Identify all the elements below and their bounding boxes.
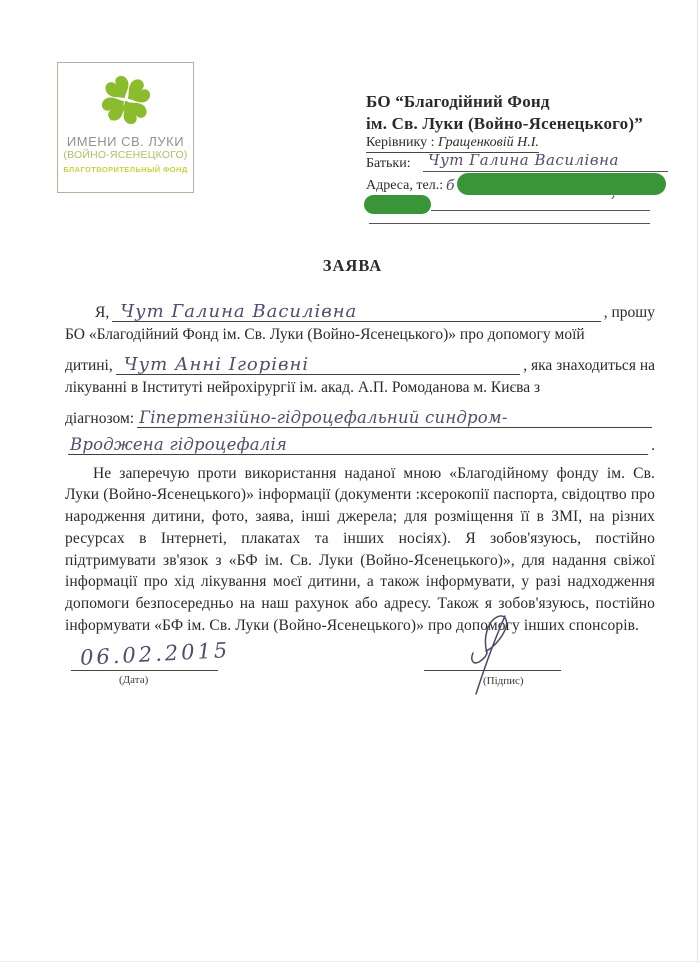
parents-label: Батьки: [366, 156, 411, 171]
applicant-line-tail: , прошу [603, 303, 655, 321]
child-label: дитині, [65, 356, 113, 374]
applicant-line-lead: Я, [95, 303, 110, 321]
applicant-line [65, 295, 655, 322]
diagnosis-blank-2 [68, 434, 648, 455]
address-underline-3 [369, 223, 650, 224]
application-opening [65, 295, 655, 455]
address-underline-2 [431, 210, 650, 211]
recipient-name: Гращенковій Н.І. [438, 135, 539, 150]
org-name-line1: БО “Благодійний Фонд [366, 92, 550, 111]
diagnosis-handwriting-2: Вроджена гідроцефалія [70, 434, 288, 454]
child-line [65, 348, 655, 375]
date-caption: (Дата) [119, 674, 149, 686]
diagnosis-handwriting-1: Гіпертензійно-гідроцефальний синдром- [139, 407, 508, 427]
parents-handwriting: Чут Галина Василівна [428, 151, 619, 169]
signature-underline [424, 670, 561, 671]
clover-icon [96, 68, 156, 132]
date-underline [71, 670, 218, 671]
diagnosis-period: . [651, 436, 655, 454]
logo-sub-line: (ВОЙНО-ЯСЕНЕЦКОГО) [63, 149, 188, 161]
page-title: ЗАЯВА [322, 256, 383, 275]
applicant-name-blank [112, 301, 601, 322]
child-line-tail: , яка знаходиться на [523, 356, 655, 374]
logo-foot-line: БЛАГОТВОРИТЕЛЬНЫЙ ФОНД [63, 165, 188, 174]
org-name-line2: ім. Св. Луки (Войно-Ясенецького)” [366, 114, 643, 133]
diagnosis-label: діагнозом: [65, 409, 135, 427]
date-handwriting: 06.02.2015 [79, 638, 231, 670]
scan-edge-right [697, 0, 698, 963]
child-name-handwriting: Чут Анні Ігорівні [123, 353, 310, 375]
redaction-bar-address [457, 173, 666, 195]
address-label: Адреса, тел.: [366, 178, 444, 193]
diagnosis-blank-1 [137, 407, 652, 428]
consent-paragraph: Не заперечую проти використання наданої мною «Благодійному фонду ім. Св. Луки (Войно-Ясенецького)» інформації (документи :ксерокопії паспорта, свідоцтво про народження дитини, фото, заява, інші джерела; для розміщення її в ЗМІ, на різних ресурсах в Інтернеті, плакатах та інших носіях). Я зобов'язуюсь, постійно підтримувати зв'язок з «БФ ім. Св. Луки (Войно-Ясенецького)», для надання свіжої інформації про хід лікування моєї дитини, а також інформувати, у разі надходження допомоги безпосередньо на наш рахунок або адресу. Також я зобов'язуюсь, постійно інформувати «БФ ім. Св. Луки (Войно-Ясенецького)» про допомогу інших спонсорів. [65, 464, 655, 635]
address-handwriting-comma: , [611, 183, 616, 201]
parents-underline [423, 171, 668, 172]
child-name-blank [116, 354, 520, 375]
diagnosis-line-2 [65, 428, 655, 455]
logo-name-line: ИМЕНИ СВ. ЛУКИ [66, 134, 185, 149]
application-line-4: лікуванні в Інституті нейрохірургії ім. акад. А.П. Ромоданова м. Києва з [65, 378, 541, 396]
foundation-logo-stamp [57, 62, 194, 193]
application-line-2: БО «Благодійний Фонд ім. Св. Луки (Войно-Ясенецького)» про допомогу моїй [65, 325, 585, 343]
recipient-label: Керівнику : [366, 135, 435, 150]
applicant-name-handwriting: Чут Галина Василівна [120, 300, 358, 322]
scan-edge-bottom [0, 961, 700, 962]
signature-caption: (Підпис) [483, 675, 524, 687]
redaction-bar-phone [364, 195, 431, 214]
diagnosis-line-1 [65, 401, 655, 428]
address-handwriting-fragment: б [446, 178, 455, 194]
